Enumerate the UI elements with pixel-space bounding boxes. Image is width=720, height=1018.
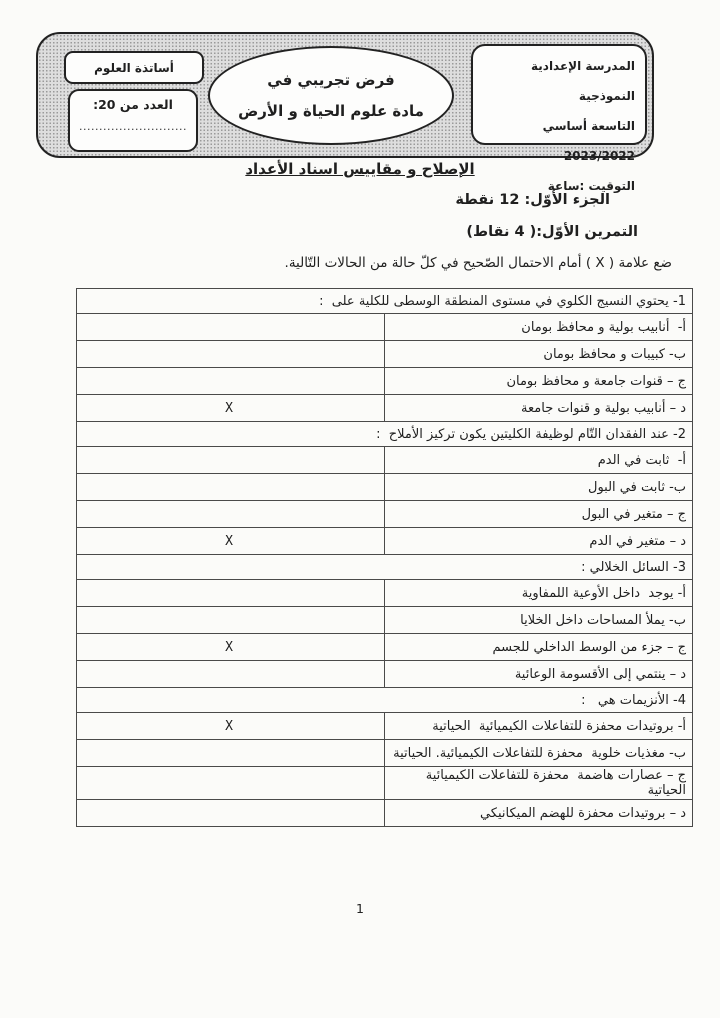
question-text: 1- يحتوي النسيج الكلوي في مستوى المنطقة الوسطى للكلية على : — [77, 289, 693, 314]
option-row — [77, 501, 693, 528]
grade-year: التاسعة أساسي 2023/2022 — [542, 119, 635, 163]
answer-mark-cell — [77, 607, 385, 634]
answer-mark-cell: X — [77, 395, 385, 422]
option-label: ب- ثابت في البول — [385, 474, 693, 501]
option-label: ب- كبيبات و محافظ بومان — [385, 341, 693, 368]
option-row — [77, 314, 693, 341]
option-label: ب- يملأ المساحات داخل الخلايا — [385, 607, 693, 634]
answer-mark-cell — [77, 501, 385, 528]
answer-mark-cell — [77, 474, 385, 501]
question-row — [77, 555, 693, 580]
mcq-table — [76, 288, 693, 827]
score-dotted-line: ........................... — [79, 120, 187, 133]
option-row — [77, 341, 693, 368]
instruction-text: ضع علامة ( X ) أمام الاحتمال الصّحيح في كلّ حالة من الحالات التّالية. — [284, 255, 672, 271]
option-label: ج – عصارات هاضمة محفزة للتفاعلات الكيميائية الحياتية — [385, 767, 693, 800]
option-label: ج – قنوات جامعة و محافظ بومان — [385, 368, 693, 395]
option-row — [77, 447, 693, 474]
option-row — [77, 474, 693, 501]
answer-mark-cell — [77, 314, 385, 341]
exam-title-line2: مادة علوم الحياة و الأرض — [238, 101, 424, 120]
answer-mark-cell — [77, 800, 385, 827]
answer-mark-cell: X — [77, 528, 385, 555]
option-label: د – متغير في الدم — [385, 528, 693, 555]
option-label: ج – جزء من الوسط الداخلي للجسم — [385, 634, 693, 661]
score-label: العدد من 20: — [93, 97, 173, 112]
option-row — [77, 607, 693, 634]
school-info-box — [471, 44, 647, 193]
teachers-label: أساتذة العلوم — [94, 60, 174, 75]
question-text: 3- السائل الخلالي : — [77, 555, 693, 580]
option-row — [77, 767, 693, 800]
exercise-one-title: التمرين الأوّل:( 4 نقاط) — [466, 224, 638, 240]
answer-mark-cell — [77, 368, 385, 395]
question-text: 4- الأنزيمات هي : — [77, 688, 693, 713]
option-label: ج – متغير في البول — [385, 501, 693, 528]
option-row — [77, 368, 693, 395]
option-row — [77, 580, 693, 607]
option-label: د – أنابيب بولية و قنوات جامعة — [385, 395, 693, 422]
answer-mark-cell — [77, 341, 385, 368]
question-row — [77, 422, 693, 447]
question-row — [77, 289, 693, 314]
page-number: 1 — [356, 901, 364, 916]
answer-mark-cell: X — [77, 634, 385, 661]
answer-mark-cell — [77, 767, 385, 800]
option-row — [77, 528, 693, 555]
option-row — [77, 634, 693, 661]
exam-title-ellipse — [208, 46, 454, 145]
option-label: د – بروتيدات محفزة للهضم الميكانيكي — [385, 800, 693, 827]
answer-mark-cell — [77, 447, 385, 474]
option-label: أ- بروتيدات محفزة للتفاعلات الكيميائية الحياتية — [385, 713, 693, 740]
score-box — [68, 89, 198, 152]
exam-duration: التوقيت :ساعة — [547, 179, 635, 193]
option-label: أ- يوجد داخل الأوعية اللمفاوية — [385, 580, 693, 607]
option-row — [77, 713, 693, 740]
option-label: د – ينتمي إلى الأقسومة الوعائية — [385, 661, 693, 688]
exam-title-line1: فرض تجريبي في — [267, 70, 395, 89]
answer-mark-cell — [77, 580, 385, 607]
option-row — [77, 800, 693, 827]
question-row — [77, 688, 693, 713]
option-row — [77, 740, 693, 767]
option-label: ب- مغذيات خلوية محفزة للتفاعلات الكيميائية. الحياتية — [385, 740, 693, 767]
option-row — [77, 661, 693, 688]
answer-mark-cell — [77, 740, 385, 767]
option-label: أ- أنابيب بولية و محافظ بومان — [385, 314, 693, 341]
teachers-box — [64, 51, 204, 84]
option-row — [77, 395, 693, 422]
answer-mark-cell — [77, 661, 385, 688]
correction-title: الإصلاح و مقاييس اسناد الأعداد — [245, 160, 475, 178]
option-label: أ- ثابت في الدم — [385, 447, 693, 474]
answer-mark-cell: X — [77, 713, 385, 740]
part-one-title: الجزء الأوّل: 12 نقطة — [455, 192, 610, 208]
question-text: 2- عند الفقدان التّام لوظيفة الكليتين يكون تركيز الأملاح : — [77, 422, 693, 447]
school-name: المدرسة الإعدادية النموذجية — [531, 59, 635, 103]
